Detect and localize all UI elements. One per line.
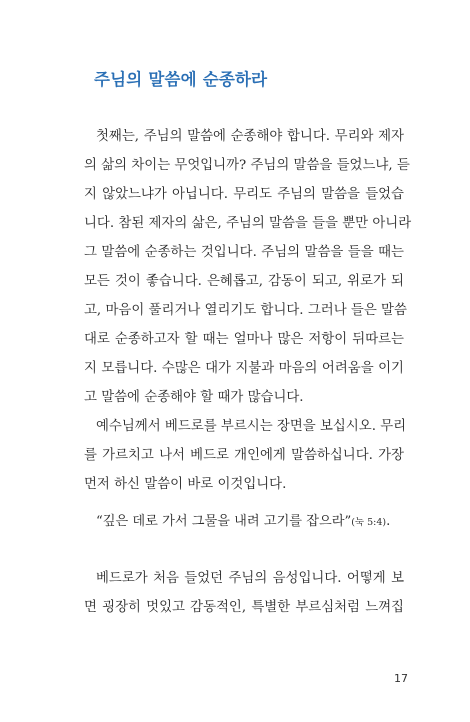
text-line: 를 가르치고 나서 베드로 개인에게 말씀하십니다. 가장 — [84, 448, 404, 463]
text-line: 먼저 하신 말씀이 바로 이것입니다. — [84, 477, 287, 492]
text-line: 면 굉장히 멋있고 감동적인, 특별한 부르심처럼 느껴집 — [84, 600, 404, 615]
text-line: 고 말씀에 순종해야 할 때가 많습니다. — [84, 390, 304, 405]
text-line: 첫째는, 주님의 말씀에 순종해야 합니다. 무리와 제자 — [96, 129, 404, 144]
quote-end: . — [386, 514, 391, 529]
scripture-quote — [96, 513, 390, 532]
page-number: 17 — [394, 672, 408, 685]
text-line: 고, 마음이 풀리거나 열리기도 합니다. 그러나 들은 말씀 — [84, 303, 407, 318]
text-line: 그 말씀에 순종하는 것입니다. 주님의 말씀을 들을 때는 — [84, 245, 404, 260]
section-heading: 주님의 말씀에 순종하라 — [94, 70, 268, 89]
text-line: 니다. 참된 제자의 삶은, 주님의 말씀을 들을 뿐만 아니라 — [84, 216, 412, 231]
text-line: 베드로가 처음 들었던 주님의 음성입니다. 어떻게 보 — [96, 571, 404, 586]
text-line: 지 않았느냐가 아닙니다. 무리도 주님의 말씀을 들었습 — [84, 187, 404, 202]
quote-text: “깊은 데로 가서 그물을 내려 고기를 잡으라” — [96, 514, 352, 529]
text-line: 대로 순종하고자 할 때는 얼마나 많은 저항이 뒤따르는 — [84, 332, 404, 347]
text-line: 예수님께서 베드로를 부르시는 장면을 보십시오. 무리 — [96, 419, 407, 434]
text-line: 의 삶의 차이는 무엇입니까? 주님의 말씀을 들었느냐, 듣 — [84, 158, 410, 173]
quote-reference: (눅 5:4) — [351, 517, 387, 528]
text-line: 지 모릅니다. 수많은 대가 지불과 마음의 어려움을 이기 — [84, 361, 404, 376]
text-line: 모든 것이 좋습니다. 은혜롭고, 감동이 되고, 위로가 되 — [84, 274, 404, 289]
